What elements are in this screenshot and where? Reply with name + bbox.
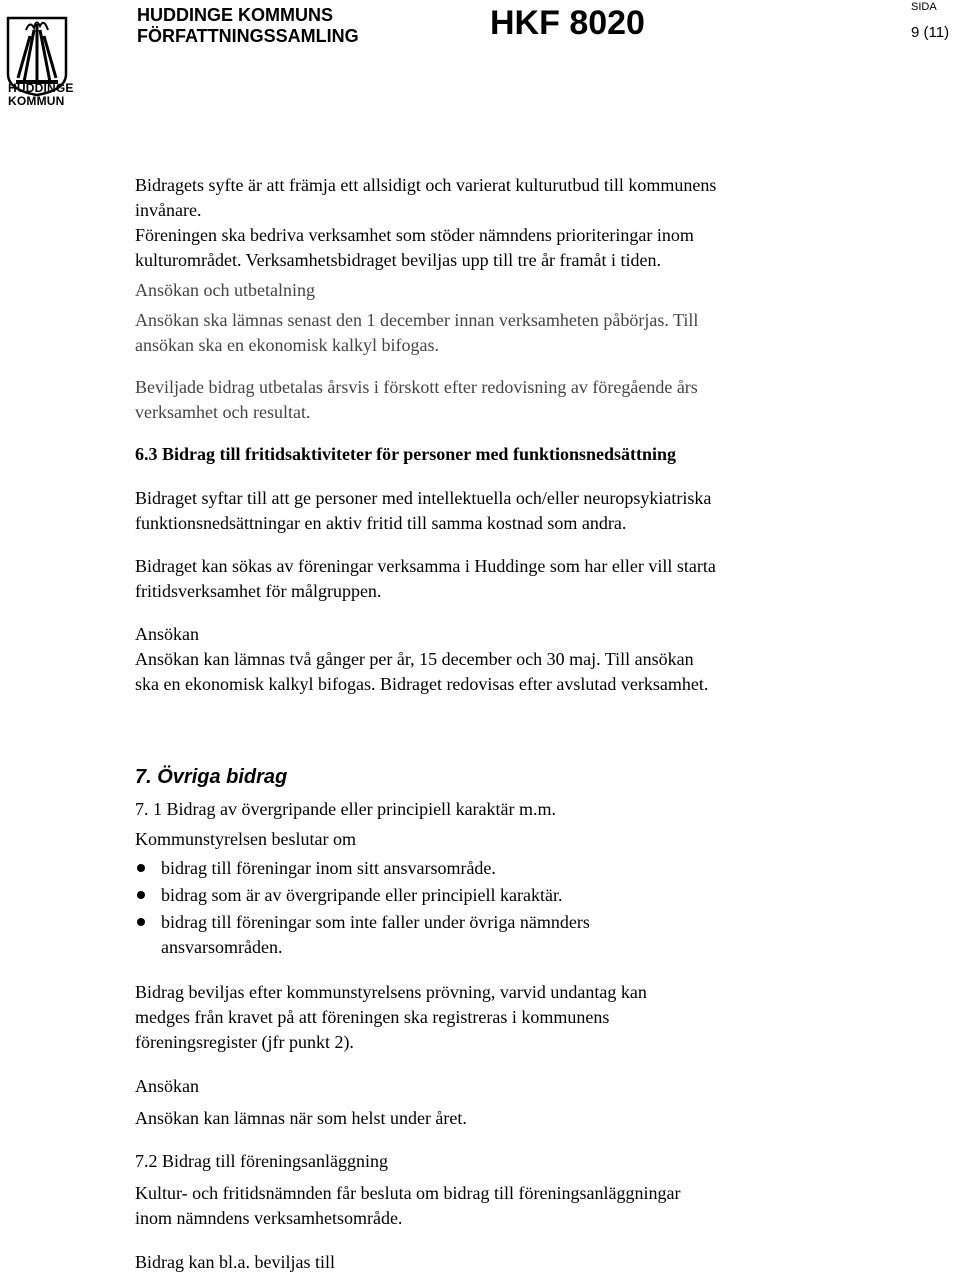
bullet-icon <box>137 864 145 872</box>
paragraph-line: medges från kravet på att föreningen ska registreras i kommunens <box>135 1007 610 1027</box>
paragraph-line: ska en ekonomisk kalkyl bifogas. Bidraget redovisas efter avslutad verksamhet. <box>135 674 709 694</box>
section-heading-7-1: 7. 1 Bidrag av övergripande eller principiell karaktär m.m. <box>135 799 557 819</box>
subheading-ansokan: Ansökan <box>135 624 199 644</box>
paragraph-line: Ansökan kan lämnas när som helst under året. <box>135 1108 467 1128</box>
paragraph-line: invånare. <box>135 200 202 220</box>
paragraph-line: Bidraget kan sökas av föreningar verksamma i Huddinge som har eller vill starta <box>135 556 716 576</box>
paragraph-line: Bidragets syfte är att främja ett allsidigt och varierat kulturutbud till kommunens <box>135 175 717 195</box>
paragraph-line: funktionsnedsättningar en aktiv fritid till samma kostnad som andra. <box>135 513 627 533</box>
paragraph-line: ansökan ska en ekonomisk kalkyl bifogas. <box>135 335 439 355</box>
organization-name: HUDDINGE KOMMUNS FÖRFATTNINGSSAMLING <box>137 5 359 46</box>
paragraph-line: Ansökan kan lämnas två gånger per år, 15 december och 30 maj. Till ansökan <box>135 649 694 669</box>
paragraph-line: Bidraget syftar till att ge personer med intellektuella och/eller neuropsykiatriska <box>135 488 712 508</box>
subheading-ansokan-utbetalning: Ansökan och utbetalning <box>135 280 315 300</box>
paragraph-line: föreningsregister (jfr punkt 2). <box>135 1032 354 1052</box>
document-code: HKF 8020 <box>490 4 645 42</box>
list-item: bidrag till föreningar inom sitt ansvarsområde. <box>161 858 496 878</box>
paragraph-line: verksamhet och resultat. <box>135 402 311 422</box>
list-item: bidrag som är av övergripande eller principiell karaktär. <box>161 885 563 905</box>
paragraph-line: Beviljade bidrag utbetalas årsvis i förskott efter redovisning av föregående års <box>135 377 698 397</box>
list-item-continuation: ansvarsområden. <box>161 937 283 957</box>
paragraph-line: Kommunstyrelsen beslutar om <box>135 829 356 849</box>
bullet-icon <box>137 918 145 926</box>
paragraph-line: Bidrag beviljas efter kommunstyrelsens prövning, varvid undantag kan <box>135 982 647 1002</box>
paragraph-line: Kultur- och fritidsnämnden får besluta om bidrag till föreningsanläggningar <box>135 1183 681 1203</box>
paragraph-line: Bidrag kan bl.a. beviljas till <box>135 1252 335 1272</box>
paragraph-line: Ansökan ska lämnas senast den 1 december innan verksamheten påbörjas. Till <box>135 310 699 330</box>
section-heading-7-2: 7.2 Bidrag till föreningsanläggning <box>135 1151 388 1171</box>
subheading-ansokan: Ansökan <box>135 1076 199 1096</box>
page-number: 9 (11) <box>911 24 950 41</box>
section-heading-6-3: 6.3 Bidrag till fritidsaktiviteter för personer med funktionsnedsättning <box>135 444 677 464</box>
list-item: bidrag till föreningar som inte faller under övriga nämnders <box>161 912 590 932</box>
paragraph-line: Föreningen ska bedriva verksamhet som stöder nämndens prioriteringar inom <box>135 225 694 245</box>
page-label: SIDA <box>911 1 937 13</box>
paragraph-line: fritidsverksamhet för målgruppen. <box>135 581 382 601</box>
logo-text: HUDDINGE KOMMUN <box>8 81 74 108</box>
section-heading-7: 7. Övriga bidrag <box>135 766 288 788</box>
bullet-icon <box>137 891 145 899</box>
paragraph-line: kulturområdet. Verksamhetsbidraget beviljas upp till tre år framåt i tiden. <box>135 250 662 270</box>
paragraph-line: inom nämndens verksamhetsområde. <box>135 1208 403 1228</box>
